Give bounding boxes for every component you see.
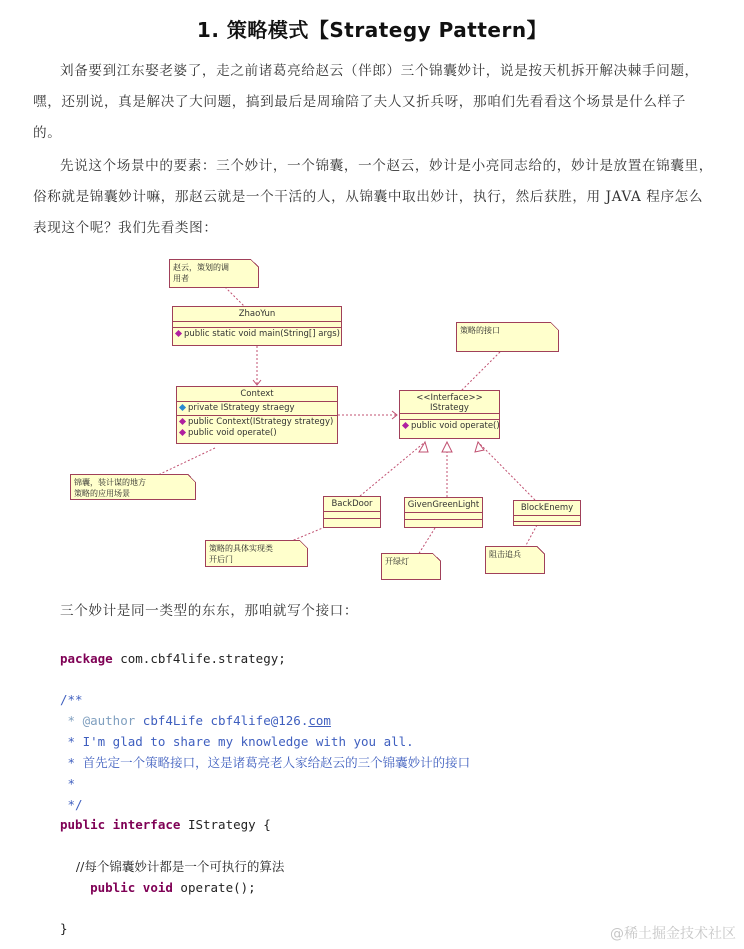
attribute-icon: [179, 404, 186, 411]
package-name: com.cbf4life.strategy;: [112, 651, 286, 666]
note-line: 阻击追兵: [489, 550, 521, 559]
code-comment-line: * I'm glad to share my knowledge with you all.: [60, 734, 414, 749]
uml-class-givengreenlight: [404, 497, 483, 528]
line-comment: //每个锦囊妙计都是一个可执行的算法: [60, 859, 285, 874]
email-link[interactable]: com: [308, 713, 331, 728]
note-line: 开后门: [209, 555, 233, 564]
elements-paragraph: 先说这个场景中的要素：三个妙计，一个锦囊，一个赵云，妙计是小亮同志给的，妙计是放置在锦囊里，俗称就是锦囊妙计嘛，那赵云就是一个干活的人，从锦囊中取出妙计，执行，然后获胜，用 JAVA 程序怎么表现这个呢？我们先看类图：: [33, 158, 713, 236]
class-attributes: [177, 402, 337, 416]
code-comment-line: *: [60, 776, 76, 791]
author-value: cbf4Life cbf4life@126.: [135, 713, 309, 728]
method-icon: [179, 418, 186, 425]
method: public static void main(String[] args): [184, 329, 340, 339]
class-methods: [177, 416, 337, 440]
uml-class-backdoor: [323, 496, 381, 528]
note-line: 策略的具体实现类: [209, 544, 273, 553]
indent: [60, 880, 90, 895]
uml-class-context: [176, 386, 338, 444]
attribute: private IStrategy straegy: [188, 403, 295, 413]
class-methods: [324, 519, 380, 526]
class-methods: [400, 420, 499, 433]
uml-note-context: [70, 474, 196, 500]
class-methods: [173, 328, 341, 341]
method-name: operate();: [172, 880, 256, 895]
class-name: BlockEnemy: [514, 501, 580, 516]
code-comment-line: * 首先定一个策略接口，这是诸葛亮老人家给赵云的三个锦囊妙计的接口: [60, 755, 471, 770]
class-name: IStrategy: [430, 403, 469, 413]
javadoc-tag: * @author: [60, 713, 136, 728]
watermark: @稀土掘金技术社区: [610, 926, 736, 942]
uml-note-backdoor: [205, 540, 308, 567]
code-author-line: [60, 710, 331, 731]
uml-note-blockenemy: [485, 546, 545, 574]
method: public void operate(): [188, 428, 277, 438]
note-line: 开绿灯: [385, 557, 409, 566]
class-name: ZhaoYun: [173, 307, 341, 322]
class-methods: [405, 520, 482, 527]
class-methods: [514, 522, 580, 529]
code-inner-comment: [60, 856, 284, 877]
keyword: public void: [90, 880, 173, 895]
class-attributes: [405, 513, 482, 520]
class-name: GivenGreenLight: [405, 498, 482, 513]
stereotype: <<Interface>>: [416, 393, 483, 403]
note-line: 赵云，策划的调: [173, 263, 229, 272]
uml-interface-istrategy: [399, 390, 500, 439]
class-header: [400, 391, 499, 414]
note-line: 用者: [173, 274, 189, 283]
uml-class-zhaoyun: [172, 306, 342, 346]
class-name: Context: [177, 387, 337, 402]
note-line: 锦囊，装计谋的地方: [74, 478, 146, 487]
keyword: public interface: [60, 817, 181, 832]
method: public Context(IStrategy strategy): [188, 417, 334, 427]
interface-intro-paragraph: 三个妙计是同一类型的东东，那咱就写个接口：: [60, 603, 359, 619]
uml-note-zhaoyun: [169, 259, 259, 288]
uml-note-istrategy: [456, 322, 559, 352]
keyword: package: [60, 651, 113, 666]
method-icon: [402, 422, 409, 429]
uml-note-givengreenlight: [381, 553, 441, 580]
page-title: 1. 策略模式【Strategy Pattern】: [196, 18, 548, 42]
code-comment-close: */: [60, 797, 83, 812]
code-comment-open: /**: [60, 692, 83, 707]
note-line: 策略的接口: [460, 326, 500, 335]
class-name: BackDoor: [324, 497, 380, 512]
interface-name: IStrategy {: [180, 817, 271, 832]
code-interface-decl: [60, 814, 271, 835]
intro-paragraph: 刘备要到江东娶老婆了，走之前诸葛亮给赵云（伴郎）三个锦囊妙计，说是按天机拆开解决棘手问题，嘿，还别说，真是解决了大问题，搞到最后是周瑜陪了夫人又折兵呀，那咱们先看看这个场景是什么样子的。: [33, 63, 699, 141]
method-icon: [175, 330, 182, 337]
class-attributes: [324, 512, 380, 519]
note-line: 策略的应用场景: [74, 489, 130, 498]
code-close-brace: }: [60, 921, 68, 936]
method-icon: [179, 429, 186, 436]
code-package-line: [60, 648, 286, 669]
code-method-line: [60, 877, 256, 898]
uml-class-blockenemy: [513, 500, 581, 526]
method: public void operate(): [411, 421, 500, 431]
